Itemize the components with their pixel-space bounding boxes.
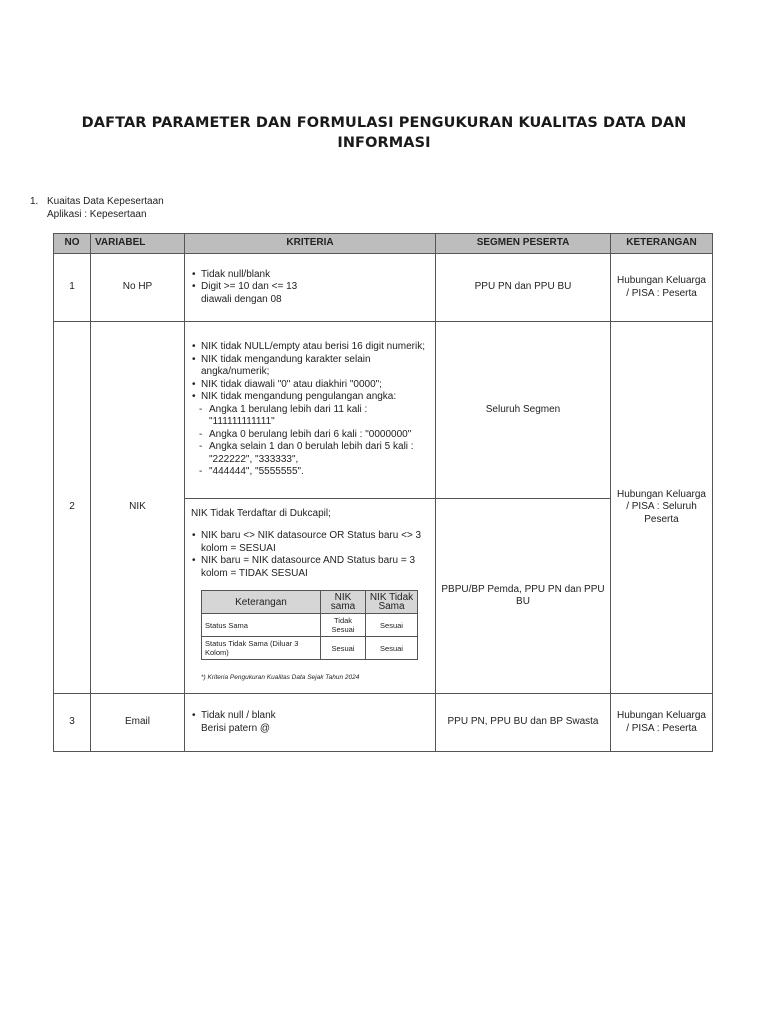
section-intro bbox=[30, 195, 164, 221]
status-comparison-table bbox=[201, 590, 418, 660]
row-keterangan: Hubungan Keluarga / PISA : Peserta bbox=[611, 254, 713, 322]
kriteria-extra: Berisi patern @ bbox=[201, 722, 271, 734]
row-no: 1 bbox=[54, 254, 91, 322]
kriteria-subitem: - Angka 0 berulang lebih dari 6 kali : "0000000" bbox=[209, 429, 429, 442]
row-segmen: PPU PN, PPU BU dan BP Swasta bbox=[436, 694, 611, 752]
row-kriteria bbox=[185, 694, 436, 752]
kriteria-subitem: - Angka 1 berulang lebih dari 11 kali : "111111111111" bbox=[209, 404, 429, 429]
row-no: 3 bbox=[54, 694, 91, 752]
row-kriteria bbox=[185, 499, 436, 694]
section-number: 1. bbox=[30, 196, 39, 207]
document-title bbox=[60, 113, 708, 153]
kriteria-item: • NIK tidak NULL/empty atau berisi 16 digit numerik; bbox=[201, 341, 429, 354]
row-kriteria bbox=[185, 322, 436, 499]
header-variabel: VARIABEL bbox=[91, 234, 185, 254]
header-kriteria: KRITERIA bbox=[185, 234, 436, 254]
header-no: NO bbox=[54, 234, 91, 254]
row-segmen: PPU PN dan PPU BU bbox=[436, 254, 611, 322]
header-keterangan: KETERANGAN bbox=[611, 234, 713, 254]
inner-cell: Sesuai bbox=[366, 637, 418, 660]
row-segmen: PBPU/BP Pemda, PPU PN dan PPU BU bbox=[436, 499, 611, 694]
title-line-1: DAFTAR PARAMETER DAN FORMULASI PENGUKURAN KUALITAS DATA DAN bbox=[81, 115, 687, 131]
row-keterangan: Hubungan Keluarga / PISA : Seluruh Peserta bbox=[611, 322, 713, 694]
kriteria-b-title: NIK Tidak Terdaftar di Dukcapil; bbox=[191, 507, 331, 519]
inner-cell: Status Sama bbox=[202, 614, 321, 637]
row-variabel: No HP bbox=[91, 254, 185, 322]
kriteria-item: • NIK tidak mengandung pengulangan angka: bbox=[201, 391, 429, 404]
kriteria-item: • NIK tidak mengandung karakter selain angka/numerik; bbox=[201, 354, 429, 379]
inner-cell: Sesuai bbox=[366, 614, 418, 637]
table-row bbox=[54, 254, 713, 322]
kriteria-item: • Tidak null/blank bbox=[201, 269, 429, 282]
inner-row bbox=[202, 637, 418, 660]
row-no: 2 bbox=[54, 322, 91, 694]
section-app: Aplikasi : Kepesertaan bbox=[47, 209, 147, 220]
kriteria-item: • NIK baru = NIK datasource AND Status baru = 3 kolom = TIDAK SESUAI bbox=[201, 555, 429, 580]
kriteria-subitem: - "444444", "5555555". bbox=[209, 466, 429, 479]
inner-cell: Status Tidak Sama (Diluar 3 Kolom) bbox=[202, 637, 321, 660]
row-segmen: Seluruh Segmen bbox=[436, 322, 611, 499]
table-row bbox=[54, 694, 713, 752]
inner-header: NIK Tidak Sama bbox=[366, 591, 418, 614]
kriteria-item: • Tidak null / blank bbox=[201, 710, 429, 723]
inner-header-row bbox=[202, 591, 418, 614]
title-line-2: INFORMASI bbox=[337, 135, 431, 151]
row-variabel: Email bbox=[91, 694, 185, 752]
kriteria-item: • Digit >= 10 dan <= 13 bbox=[201, 281, 429, 294]
row-keterangan: Hubungan Keluarga / PISA : Peserta bbox=[611, 694, 713, 752]
section-title: Kuaitas Data Kepesertaan bbox=[47, 196, 164, 207]
table-header-row bbox=[54, 234, 713, 254]
kriteria-item: • NIK tidak diawali "0" atau diakhiri "0000"; bbox=[201, 379, 429, 392]
criteria-note: *) Kriteria Pengukuran Kualitas Data Sejak Tahun 2024 bbox=[201, 674, 360, 681]
inner-cell: Tidak Sesuai bbox=[321, 614, 366, 637]
kriteria-subitem: - Angka selain 1 dan 0 berulah lebih dari 5 kali : "222222", "333333", bbox=[209, 441, 429, 466]
inner-row bbox=[202, 614, 418, 637]
row-kriteria bbox=[185, 254, 436, 322]
inner-header: NIK sama bbox=[321, 591, 366, 614]
inner-cell: Sesuai bbox=[321, 637, 366, 660]
inner-header: Keterangan bbox=[202, 591, 321, 614]
header-segmen: SEGMEN PESERTA bbox=[436, 234, 611, 254]
table-row bbox=[54, 322, 713, 499]
parameter-table bbox=[53, 233, 713, 752]
row-variabel: NIK bbox=[91, 322, 185, 694]
kriteria-extra: diawali dengan 08 bbox=[201, 293, 282, 305]
kriteria-item: • NIK baru <> NIK datasource OR Status baru <> 3 kolom = SESUAI bbox=[201, 530, 429, 555]
